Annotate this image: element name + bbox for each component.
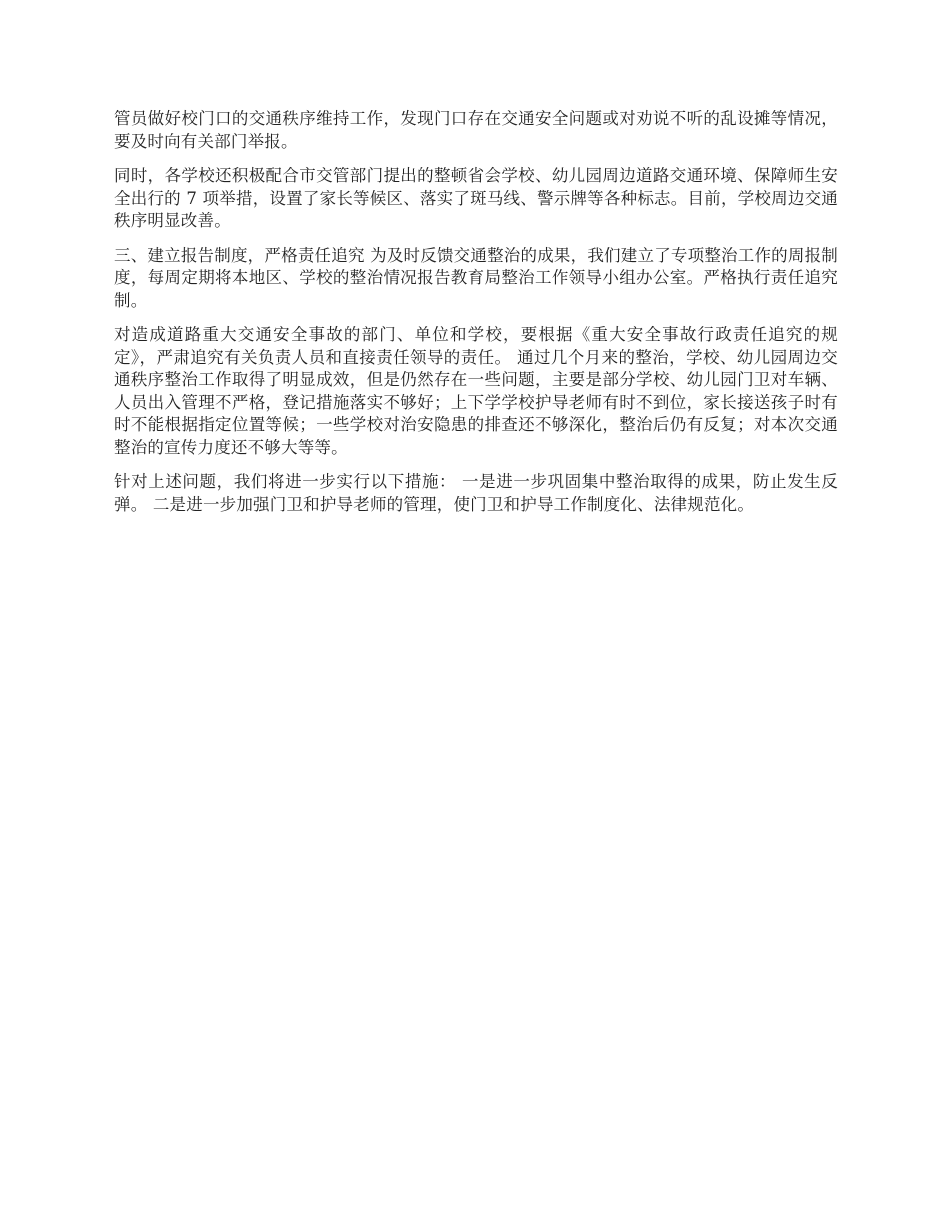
paragraph-5: 针对上述问题，我们将进一步实行以下措施： 一是进一步巩固集中整治取得的成果，防止发生反弹。 二是进一步加强门卫和护导老师的管理，使门卫和护导工作制度化、法律规范化。 xyxy=(114,472,838,514)
paragraph-2: 同时，各学校还积极配合市交管部门提出的整顿省会学校、幼儿园周边道路交通环境、保障师生安全出行的 7 项举措，设置了家长等候区、落实了斑马线、警示牌等各种标志。目前，学校周边交通秩序明显改善。 xyxy=(114,166,838,230)
document-body xyxy=(114,108,838,528)
paragraph-1: 管员做好校门口的交通秩序维持工作，发现门口存在交通安全问题或对劝说不听的乱设摊等情况，要及时向有关部门举报。 xyxy=(114,109,838,151)
paragraph-4: 对造成道路重大交通安全事故的部门、单位和学校，要根据《重大安全事故行政责任追究的规定》，严肃追究有关负责人员和直接责任领导的责任。 通过几个月来的整治，学校、幼儿园周边交通秩序整治工作取得了明显成效，但是仍然存在一些问题，主要是部分学校、幼儿园门卫对车辆、人员出入管理不严格，登记措施落实不够好；上下学学校护导老师有时不到位，家长接送孩子时有时不能根据指定位置等候；一些学校对治安隐患的排查还不够深化，整治后仍有反复；对本次交通整治的宣传力度还不够大等等。 xyxy=(114,325,838,457)
paragraph-3: 三、建立报告制度，严格责任追究 为及时反馈交通整治的成果，我们建立了专项整治工作的周报制度，每周定期将本地区、学校的整治情况报告教育局整治工作领导小组办公室。严格执行责任追究制。 xyxy=(114,245,838,310)
